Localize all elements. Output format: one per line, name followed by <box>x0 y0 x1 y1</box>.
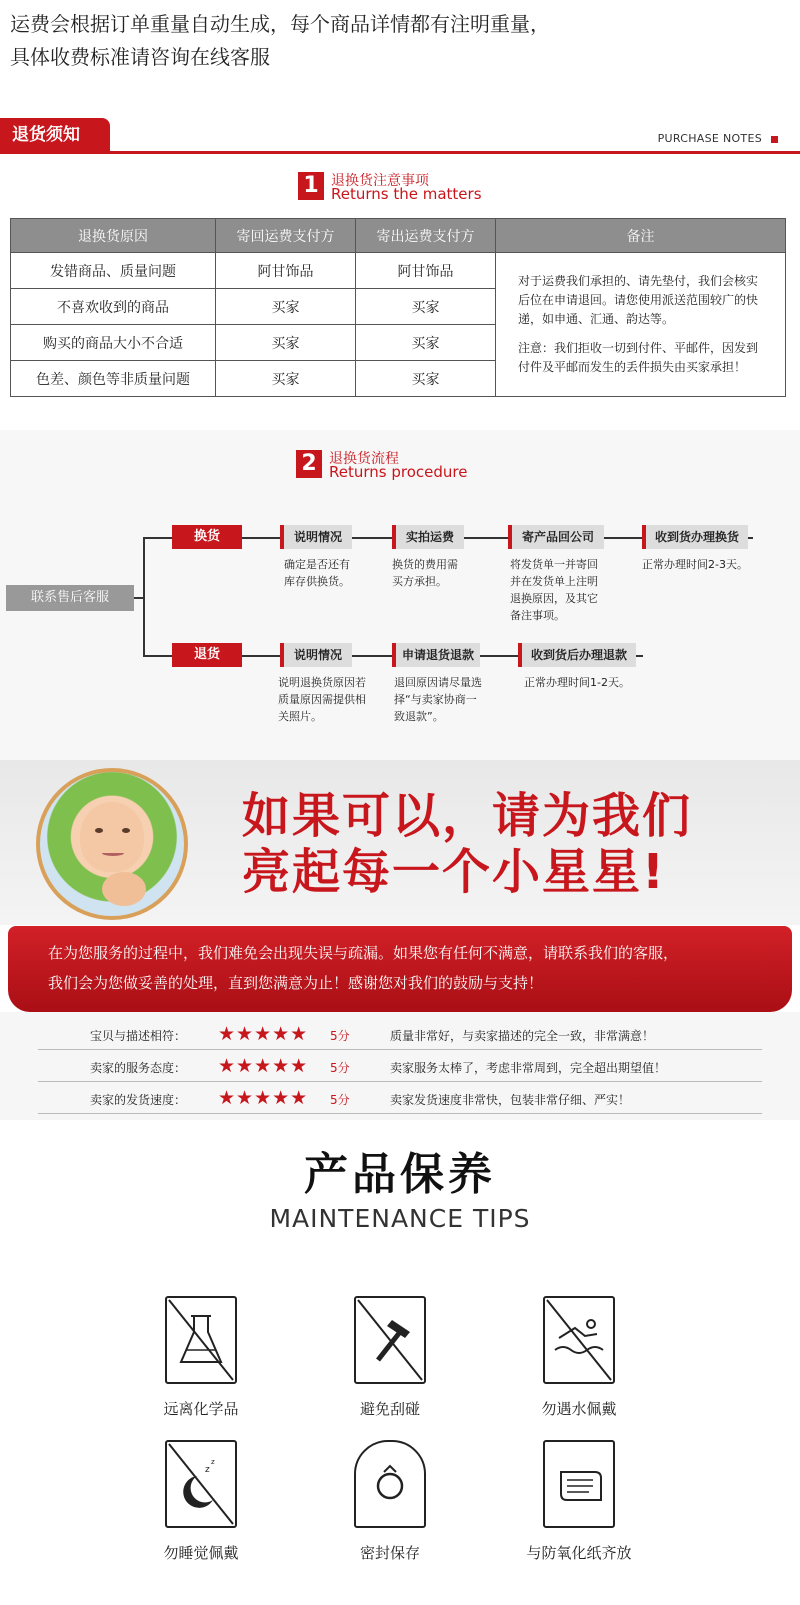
section-cn-title: 退换货流程 <box>329 451 399 467</box>
tip-label: 勿遇水佩戴 <box>541 1400 617 1418</box>
table-cell: 阿甘饰品 <box>216 253 356 289</box>
connector-line <box>143 537 145 657</box>
ratings-section <box>0 1012 800 1120</box>
table-cell: 买家 <box>356 325 496 361</box>
flow-step: 收到货后办理退款 <box>518 643 636 667</box>
flow-step-desc: 换货的费用需买方承担。 <box>392 558 458 588</box>
tip-label: 密封保存 <box>359 1544 420 1562</box>
col-header: 备注 <box>496 219 786 253</box>
flow-step: 寄产品回公司 <box>508 525 604 549</box>
avatar-face <box>80 802 144 872</box>
notes-en-title: PURCHASE NOTES <box>657 132 762 145</box>
flow-step: 收到货办理换货 <box>642 525 748 549</box>
table-cell: 色差、颜色等非质量问题 <box>11 361 216 397</box>
col-header: 寄回运费支付方 <box>216 219 356 253</box>
rating-score: 5分 <box>330 1029 350 1043</box>
avatar-eye <box>95 828 103 833</box>
slogan-line-2: 亮起每一个小星星! <box>242 844 666 900</box>
avatar-mouth <box>102 850 124 856</box>
rating-row <box>38 1082 762 1114</box>
chemical-flask-icon <box>165 1296 237 1384</box>
table-header-row <box>11 219 786 253</box>
flow-step-desc: 正常办理时间1-2天。 <box>524 676 630 689</box>
intro-line-1: 运费会根据订单重量自动生成，每个商品详情都有注明重量， <box>10 12 550 36</box>
flow-step-desc: 正常办理时间2-3天。 <box>642 558 748 571</box>
intro-line-2: 具体收费标准请咨询在线客服 <box>10 45 270 69</box>
star-icon: ★★★★★ <box>218 1055 309 1077</box>
hammer-icon <box>354 1296 426 1384</box>
table-row <box>11 253 786 289</box>
rating-label: 宝贝与描述相符： <box>90 1029 187 1043</box>
maintenance-title: 产品保养 <box>304 1149 496 1200</box>
maintenance-subtitle: MAINTENANCE TIPS <box>269 1204 531 1233</box>
star-icon: ★★★★★ <box>218 1023 309 1045</box>
banner-slogan <box>242 788 692 900</box>
table-cell: 买家 <box>216 289 356 325</box>
tip-label: 勿睡觉佩戴 <box>163 1544 239 1562</box>
sealed-ring-icon <box>354 1440 426 1528</box>
star-rating-banner <box>0 760 800 925</box>
flow-step: 说明情况 <box>280 643 352 667</box>
flow-step-desc: 退回原因请尽量选择“与卖家协商一致退款”。 <box>394 676 482 723</box>
rating-row <box>38 1018 762 1050</box>
table-cell: 买家 <box>356 361 496 397</box>
svg-text:z: z <box>211 1458 215 1466</box>
tip-label: 与防氧化纸齐放 <box>526 1544 632 1562</box>
col-header: 寄出运费支付方 <box>356 219 496 253</box>
notes-cell <box>496 253 786 397</box>
section-number: 1 <box>298 172 324 200</box>
note-paragraph: 注意：我们拒收一切到付件、平邮件，因发到付件及平邮而发生的丢件损失由买家承担！ <box>518 341 759 374</box>
apology-line-2: 我们会为您做妥善的处理，直到您满意为止！感谢您对我们的鼓励与支持！ <box>48 974 544 992</box>
shipping-intro <box>10 8 790 74</box>
notes-tab-title: 退货须知 <box>0 118 110 152</box>
rating-score: 5分 <box>330 1061 350 1075</box>
table-cell: 购买的商品大小不合适 <box>11 325 216 361</box>
flow-step-desc: 确定是否还有库存供换货。 <box>284 558 350 588</box>
flow-step-desc: 将发货单一并寄回并在发货单上注明退换原因，及其它备注事项。 <box>510 558 598 622</box>
table-cell: 发错商品、质量问题 <box>11 253 216 289</box>
refund-label: 退货 <box>172 643 242 667</box>
exchange-label: 换货 <box>172 525 242 549</box>
rating-label: 卖家的发货速度： <box>90 1093 187 1107</box>
rating-desc: 质量非常好，与卖家描述的完全一致，非常满意！ <box>390 1029 655 1043</box>
flow-step: 实拍运费 <box>392 525 464 549</box>
sleeping-moon-icon <box>165 1440 237 1528</box>
rating-score: 5分 <box>330 1093 350 1107</box>
paper-roll-icon <box>543 1440 615 1528</box>
red-square-icon <box>771 136 778 143</box>
flow-step: 申请退货退款 <box>392 643 480 667</box>
table-cell: 买家 <box>216 361 356 397</box>
apology-strip <box>8 926 792 1012</box>
flow-step-desc: 说明退换货原因若质量原因需提供相关照片。 <box>278 676 366 723</box>
table-cell: 买家 <box>356 289 496 325</box>
header-divider <box>0 151 800 154</box>
table-cell: 阿甘饰品 <box>356 253 496 289</box>
tip-sleep <box>121 1440 281 1563</box>
section-en-title: Returns procedure <box>329 463 468 481</box>
rating-label: 卖家的服务态度： <box>90 1061 187 1075</box>
slogan-line-1: 如果可以，请为我们 <box>242 788 693 844</box>
avatar-eye <box>122 828 130 833</box>
apology-line-1: 在为您服务的过程中，我们难免会出现失误与疏漏。如果您有任何不满意，请联系我们的客服， <box>48 944 679 962</box>
tip-label: 避免刮碰 <box>359 1400 420 1418</box>
avatar-fist <box>102 872 146 906</box>
tip-sealed <box>310 1440 470 1563</box>
tip-scratch <box>310 1296 470 1419</box>
section-en-title: Returns the matters <box>331 185 482 203</box>
purchase-notes-header <box>0 118 800 154</box>
table-cell: 不喜欢收到的商品 <box>11 289 216 325</box>
tip-paper <box>499 1440 659 1563</box>
rating-desc: 卖家发货速度非常快，包装非常仔细、严实！ <box>390 1093 631 1107</box>
section-cn-title: 退换货注意事项 <box>331 173 429 189</box>
returns-procedure <box>0 430 800 760</box>
section-number: 2 <box>296 450 322 478</box>
note-paragraph: 对于运费我们承担的、请先垫付，我们会核实后位在申请退回。请您使用派送范围较广的快递，如申通、汇通、韵达等。 <box>518 274 759 326</box>
col-header: 退换货原因 <box>11 219 216 253</box>
baby-avatar-image <box>36 768 188 920</box>
flow-step: 说明情况 <box>280 525 352 549</box>
svg-text:z: z <box>205 1465 210 1475</box>
tip-chemicals <box>121 1296 281 1419</box>
table-cell: 买家 <box>216 325 356 361</box>
tip-label: 远离化学品 <box>163 1400 239 1418</box>
tip-water <box>499 1296 659 1419</box>
star-icon: ★★★★★ <box>218 1087 309 1109</box>
returns-table <box>10 218 786 397</box>
rating-row <box>38 1050 762 1082</box>
rating-desc: 卖家服务太棒了，考虑非常周到，完全超出期望值！ <box>390 1061 667 1075</box>
contact-service-box: 联系售后客服 <box>6 585 134 611</box>
swimming-icon <box>543 1296 615 1384</box>
